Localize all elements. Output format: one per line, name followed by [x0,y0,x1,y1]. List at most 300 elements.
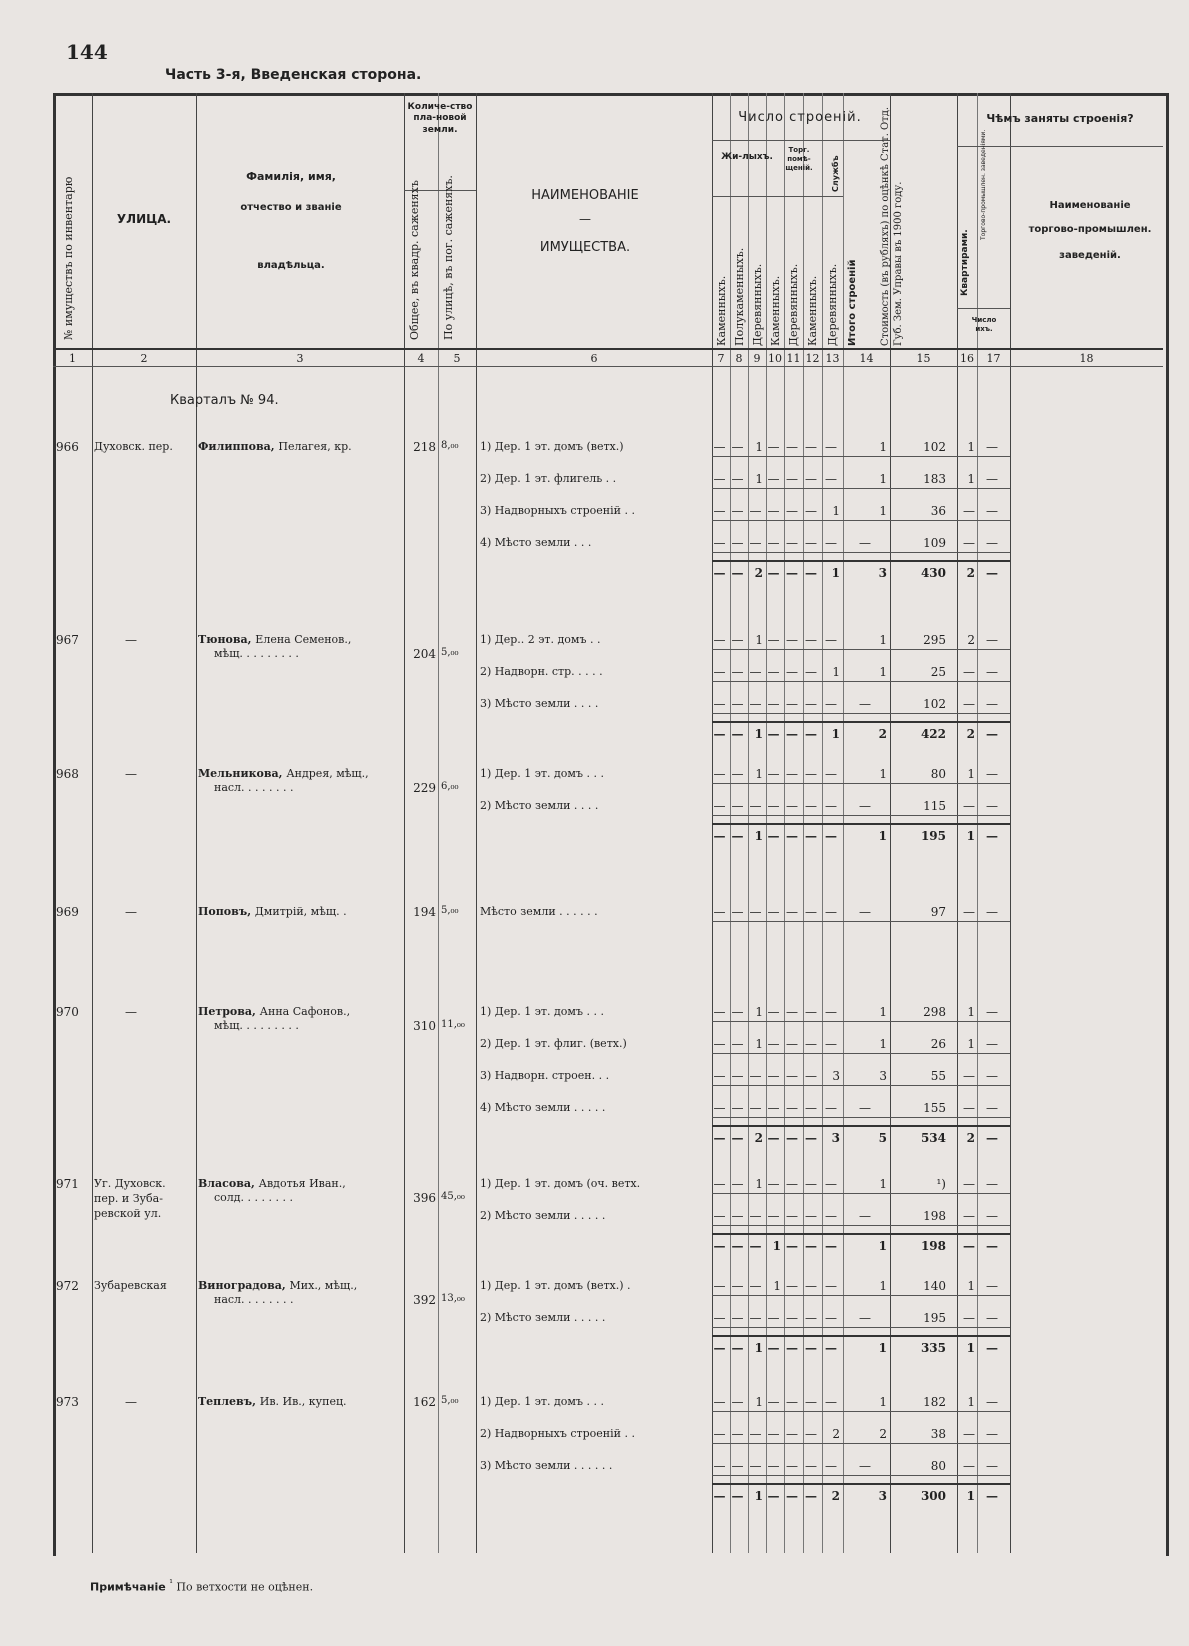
item-rule [712,1085,1010,1086]
column-number: 14 [859,352,874,365]
building-count: 3 [879,1069,887,1083]
valuation-rub: 25 [930,665,946,679]
building-count: — [859,1101,871,1115]
building-count: — [767,440,780,454]
total-building-count: 2 [754,566,763,580]
building-count: — [767,905,780,919]
building-count: — [859,799,871,813]
service-header: Службъ [831,155,840,192]
building-count: — [859,1311,871,1325]
item-rule [712,681,1010,682]
building-count: 1 [755,472,763,486]
column-rule [438,93,439,1553]
owner-status: солд. . . . . . . . [214,1191,293,1204]
building-count: — [786,1177,798,1191]
col6-header-line3: ИМУЩЕСТВА. [539,240,631,255]
building-count: — [713,1177,726,1191]
owner-surname: Власова, [198,1177,259,1190]
property-item: 3) Мѣсто земли . . . . [480,697,599,710]
total-rule [712,1483,1010,1485]
building-count: — [805,440,817,454]
building-count: 1 [879,665,887,679]
building-count: — [749,1279,762,1293]
footnote-label: Примѣчаніе [90,1580,166,1594]
valuation-rub: 298 [923,1005,946,1019]
enterprises-count: — [986,472,998,486]
total-apartments: — [963,1239,975,1253]
building-count: — [786,665,798,679]
building-count: — [805,1069,817,1083]
total-building-count: — [805,566,817,580]
enterprises-count: — [986,905,998,919]
building-count: — [767,536,780,550]
total-building-count: 1 [878,1341,887,1355]
building-count: — [825,1101,837,1115]
item-rule [712,1053,1010,1054]
street-frontage: 8,₀₀ [441,440,459,451]
valuation-rub: 115 [923,799,946,813]
land-area: 396 [413,1191,436,1205]
col4-header: Общее, въ квадр. саженяхъ [408,180,421,340]
valuation-rub: 102 [923,697,946,711]
building-count: — [786,1101,798,1115]
building-count: — [786,1037,798,1051]
building-count: 1 [879,1279,887,1293]
street-name: — [125,1005,137,1019]
building-count: — [731,472,744,486]
total-enterprises: — [986,566,998,580]
apartments-count: 1 [967,440,975,454]
property-item: 3) Надворныхъ строеній . . [480,504,635,517]
street-name: Зубаревская [94,1279,167,1292]
total-building-count: 1 [772,1239,781,1253]
total-building-count: 3 [878,566,887,580]
building-count: — [805,1279,817,1293]
item-rule [712,1411,1010,1412]
total-building-count: — [713,1341,726,1355]
building-count: — [805,1459,817,1473]
building-count: — [786,1395,798,1409]
valuation-rub: 102 [923,440,946,454]
valuation-rub: 198 [923,1209,946,1223]
owner-status: мѣщ. . . . . . . . . [214,647,299,660]
col18-header-line2: торгово-промышлен. [1028,224,1152,235]
total-building-count: 2 [831,1489,840,1503]
header-bottom-rule [53,348,1163,350]
street-name: — [125,767,137,781]
building-count: — [805,1177,817,1191]
enterprises-count: — [986,1177,998,1191]
total-building-count: 1 [878,829,887,843]
valuation-rub: 195 [923,1311,946,1325]
building-count: — [731,1209,744,1223]
item-rule [712,552,1010,553]
trade-header: Торг. помѣ-щеній. [785,146,813,172]
total-apartments: 2 [966,566,975,580]
column-rule [1010,93,1011,1553]
building-count: — [713,440,726,454]
enterprises-count: — [986,1427,998,1441]
total-building-count: — [767,829,780,843]
item-rule [712,1475,1010,1476]
building-count: 1 [755,440,763,454]
building-count: 1 [879,440,887,454]
total-building-count: 1 [831,566,840,580]
building-count: — [713,799,726,813]
building-count: — [749,1069,762,1083]
property-item: 1) Дер.. 2 эт. домъ . . [480,633,601,646]
building-count: — [767,799,780,813]
total-building-count: — [805,727,817,741]
street-name: Уг. Духовск. [94,1177,166,1190]
total-building-count: — [767,566,780,580]
valuation-rub: 26 [930,1037,946,1051]
building-count: — [859,905,871,919]
col3-header-line3: владѣльца. [257,260,325,271]
building-count: — [825,633,837,647]
building-count: — [713,536,726,550]
building-count: — [713,1005,726,1019]
building-count: 1 [879,504,887,518]
item-rule [712,520,1010,521]
apartments-count: 1 [967,767,975,781]
building-count: — [767,1459,780,1473]
building-count: — [767,697,780,711]
total-building-count: — [731,1239,744,1253]
total-building-count: — [805,1489,817,1503]
property-item: 2) Мѣсто земли . . . . [480,799,599,812]
building-count: — [731,536,744,550]
building-count: — [749,536,762,550]
apartments-count: 1 [967,1395,975,1409]
building-count: — [825,1037,837,1051]
total-building-count: — [786,1489,798,1503]
owner-details: Анна Сафонов., [259,1005,351,1018]
land-area: 162 [413,1395,436,1409]
column-number: 4 [417,352,425,365]
column-number: 5 [453,352,461,365]
total-building-count: — [805,829,817,843]
street-name: — [125,633,137,647]
buildings-header: Число строеній. [738,110,862,125]
building-count: — [786,1279,798,1293]
enterprises-count: — [986,697,998,711]
building-count: — [749,1459,762,1473]
entry-number: 969 [56,905,79,919]
item-rule [712,921,1010,922]
owner-surname: Поповъ, [198,905,255,918]
owner-status: насл. . . . . . . . [214,781,294,794]
building-count: 1 [879,1037,887,1051]
building-count: — [786,440,798,454]
building-count: — [859,536,871,550]
building-count: — [786,799,798,813]
apartments-count: — [963,1101,975,1115]
building-count: — [805,504,817,518]
street-frontage: 45,₀₀ [441,1191,465,1202]
total-building-count: 1 [831,727,840,741]
valuation-rub: 97 [930,905,946,919]
enterprises-count: — [986,1037,998,1051]
col2-header: УЛИЦА. [116,212,172,226]
apartments-count: — [963,1311,975,1325]
building-count: — [825,1005,837,1019]
quarter-label: Кварталъ № 94. [170,393,279,408]
building-count: — [825,1177,837,1191]
occupied-subrule-2 [957,308,1010,309]
valuation-rub: 140 [923,1279,946,1293]
building-count: — [731,1101,744,1115]
property-item: 1) Дер. 1 эт. домъ . . . [480,767,604,780]
property-item: 4) Мѣсто земли . . . [480,536,592,549]
building-count: — [731,1037,744,1051]
street-frontage: 5,₀₀ [441,905,459,916]
street-name: — [125,1395,137,1409]
building-count: — [859,1459,871,1473]
building-count: — [805,1037,817,1051]
property-item: 1) Дер. 1 эт. домъ (ветх.) [480,440,624,453]
total-building-count: — [767,1131,780,1145]
entry-number: 971 [56,1177,79,1191]
total-rule [712,560,1010,562]
item-rule [712,1443,1010,1444]
apartments-count: 1 [967,472,975,486]
total-building-count: 5 [878,1131,887,1145]
entry-number: 966 [56,440,79,454]
column-number: 6 [590,352,598,365]
building-count: — [749,905,762,919]
building-count: — [805,697,817,711]
owner-surname: Петрова, [198,1005,260,1018]
building-count: — [713,1395,726,1409]
total-valuation: 198 [920,1239,946,1253]
owner-status: мѣщ. . . . . . . . . [214,1019,299,1032]
item-rule [712,1295,1010,1296]
building-count: — [825,536,837,550]
item-rule [712,456,1010,457]
entry-number: 967 [56,633,79,647]
building-count: — [749,697,762,711]
apartments-count: — [963,1209,975,1223]
enterprises-count: — [986,504,998,518]
total-building-count: — [825,1341,837,1355]
building-count: — [749,1427,762,1441]
total-apartments: 1 [966,1341,975,1355]
building-count: — [713,1101,726,1115]
building-count: — [749,665,762,679]
col10-header: Каменныхъ. [769,275,782,346]
building-count: — [805,1005,817,1019]
total-building-count: — [713,1489,726,1503]
total-building-count: — [805,1341,817,1355]
col1-header: № имуществъ по инвентарю [62,176,75,340]
street-frontage: 11,₀₀ [441,1019,465,1030]
owner-name [198,905,347,918]
total-building-count: — [786,1341,798,1355]
building-count: — [731,440,744,454]
owner-details: Елена Семенов., [255,633,352,646]
building-count: — [805,1395,817,1409]
building-count: 1 [879,1005,887,1019]
column-number: 11 [786,352,801,365]
enterprises-count: — [986,440,998,454]
valuation-rub: 55 [930,1069,946,1083]
building-count: — [805,1209,817,1223]
owner-surname: Теплевъ, [198,1395,260,1408]
building-count: — [805,1101,817,1115]
street-name: — [125,905,137,919]
column-number: 18 [1079,352,1094,365]
apartments-count: — [963,1069,975,1083]
building-count: — [731,697,744,711]
building-count: 1 [755,1005,763,1019]
building-count: — [805,1427,817,1441]
total-enterprises: — [986,1131,998,1145]
street-name: Духовск. пер. [94,440,173,453]
building-count: 1 [879,1177,887,1191]
owner-details: Андрея, мѣщ., [286,767,369,780]
enterprises-count: — [986,633,998,647]
building-count: — [749,1209,762,1223]
total-building-count: — [731,1131,744,1145]
col6-header-line1: НАИМЕНОВАНІЕ [531,188,639,203]
total-valuation: 534 [920,1131,946,1145]
street-frontage: 5,₀₀ [441,647,459,658]
col6-header-line2: — [579,212,591,226]
building-count: — [767,1427,780,1441]
column-rule [476,93,477,1553]
building-count: — [859,1209,871,1223]
building-count: — [805,767,817,781]
total-valuation: 195 [920,829,946,843]
col12-header: Каменныхъ. [806,275,819,346]
building-count: — [731,905,744,919]
item-rule [712,1327,1010,1328]
building-count: — [731,504,744,518]
valuation-rub: 183 [923,472,946,486]
col5-header: По улицѣ, въ пог. саженяхъ. [442,175,455,340]
apartments-count: 1 [967,1037,975,1051]
total-enterprises: — [986,829,998,843]
building-count: — [749,1311,762,1325]
item-rule [712,488,1010,489]
building-count: — [749,504,762,518]
total-building-count: — [786,727,798,741]
building-count: — [731,1069,744,1083]
total-valuation: 422 [920,727,946,741]
total-building-count: — [767,1489,780,1503]
entry-number: 968 [56,767,79,781]
building-count: — [767,1311,780,1325]
property-item: Мѣсто земли . . . . . . [480,905,598,918]
building-count: — [825,799,837,813]
item-rule [712,713,1010,714]
land-area: 194 [413,905,436,919]
building-count: — [786,633,798,647]
item-rule [712,783,1010,784]
total-building-count: 2 [878,727,887,741]
total-apartments: 1 [966,829,975,843]
apartments-count: — [963,504,975,518]
apartments-count: — [963,665,975,679]
building-count: — [767,504,780,518]
total-enterprises: — [986,1341,998,1355]
enterprises-count: — [986,799,998,813]
total-apartments: 2 [966,727,975,741]
building-count: — [825,1395,837,1409]
total-building-count: — [767,1341,780,1355]
total-building-count: 1 [754,829,763,843]
apartments-count: 1 [967,1005,975,1019]
building-count: — [805,665,817,679]
building-count: — [786,1209,798,1223]
total-rule [712,1233,1010,1235]
building-count: — [731,1005,744,1019]
building-count: — [713,905,726,919]
owner-name [198,1177,346,1190]
apartments-count: — [963,697,975,711]
building-count: — [767,1395,780,1409]
total-building-count: — [731,829,744,843]
col15-header: Стоимость (въ рубляхъ) по оцѣнкѣ Стат. Отд. Губ. Зем. Управы въ 1900 году. [880,106,904,346]
building-count: — [731,1279,744,1293]
total-building-count: 1 [754,1341,763,1355]
footnote-mark: ¹ [169,1578,173,1589]
building-count: — [805,536,817,550]
apartments-count: 2 [967,633,975,647]
owner-surname: Виноградова, [198,1279,290,1292]
occupied-header: Чѣмъ заняты строенія? [986,112,1134,125]
item-rule [712,1117,1010,1118]
building-count: — [805,633,817,647]
building-count: — [731,633,744,647]
building-count: — [731,1177,744,1191]
building-count: — [731,1459,744,1473]
valuation-rub: 295 [923,633,946,647]
building-count: — [731,767,744,781]
total-building-count: — [786,1131,798,1145]
property-item: 3) Мѣсто земли . . . . . . [480,1459,613,1472]
owner-name [198,1395,347,1408]
land-area: 310 [413,1019,436,1033]
column-number: 12 [805,352,820,365]
total-building-count: 1 [878,1239,887,1253]
apartments-count: — [963,799,975,813]
valuation-rub: 182 [923,1395,946,1409]
total-building-count: — [749,1239,762,1253]
col9-header: Деревянныхъ. [751,263,764,346]
building-count: — [786,536,798,550]
apartments-count: — [963,536,975,550]
property-item: 2) Дер. 1 эт. флигель . . [480,472,617,485]
building-count: 1 [879,1395,887,1409]
building-count: — [786,472,798,486]
col17-header: Торгово-промышлен. заведеніями. [980,129,987,240]
total-rule [712,1335,1010,1337]
building-count: — [713,1427,726,1441]
building-count: — [731,799,744,813]
owner-details: Ив. Ив., купец. [259,1395,347,1408]
col18-header-line1: Наименованіе [1049,200,1131,211]
property-item: 2) Надворн. стр. . . . . [480,665,603,678]
column-number: 8 [735,352,743,365]
total-building-count: — [825,829,837,843]
column-rule [196,93,197,1553]
total-valuation: 300 [920,1489,946,1503]
enterprises-count: — [986,1005,998,1019]
property-item: 1) Дер. 1 эт. домъ (ветх.) . [480,1279,631,1292]
property-item: 2) Надворныхъ строеній . . [480,1427,635,1440]
